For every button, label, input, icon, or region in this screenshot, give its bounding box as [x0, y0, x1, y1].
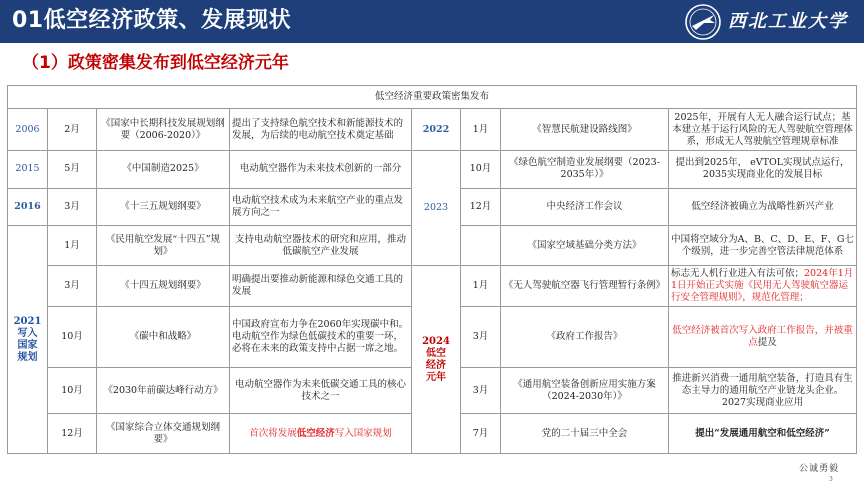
- document-cell: 《国家综合立体交通规划纲要》: [97, 414, 230, 454]
- year-cell: 2022: [412, 109, 461, 151]
- document-cell: 《政府工作报告》: [501, 307, 669, 368]
- document-cell: 《通用航空装备创新应用实施方案（2024-2030年）》: [501, 367, 669, 413]
- document-cell: 《国家空域基础分类方法》: [501, 226, 669, 266]
- description-cell: 提出到2025年， eVTOL实现试点运行，2035实现商业化的发展目标: [669, 150, 857, 188]
- university-name: 西北工业大学: [728, 11, 848, 32]
- document-cell: 《十三五规划纲要》: [97, 188, 230, 226]
- group-year: 2021: [13, 315, 42, 327]
- description-cell: 电动航空器作为未来技术创新的一部分: [230, 150, 412, 188]
- month-cell: 1月: [461, 109, 501, 151]
- description-text: 标志无人机行业进入有法可依；: [671, 268, 805, 280]
- description-highlight: 写入国家规划: [334, 427, 392, 439]
- description-cell: [669, 307, 857, 368]
- description-highlight: 低空经济被首次写入政府工作报告，并被重点: [672, 325, 853, 349]
- university-emblem-icon: [684, 3, 722, 41]
- description-cell: 中国政府宣布力争在2060年实现碳中和。电动航空作为绿色低碳技术的重要一环，必将在未来的政策支持中占据一席之地。: [230, 307, 412, 368]
- description-text: 提出: [695, 427, 715, 439]
- month-cell: 10月: [48, 367, 97, 413]
- page-title: 01低空经济政策、发展现状: [12, 8, 292, 33]
- month-cell: 1月: [461, 266, 501, 307]
- title-bar: [0, 0, 864, 43]
- document-cell: 《十四五规划纲要》: [97, 266, 230, 307]
- document-cell: 《民用航空发展“十四五”规划》: [97, 226, 230, 266]
- year-cell: 2015: [8, 150, 48, 188]
- month-cell: 3月: [48, 188, 97, 226]
- description-cell: [230, 414, 412, 454]
- month-cell: 10月: [48, 307, 97, 368]
- document-cell: 《2030年前碳达峰行动方》: [97, 367, 230, 413]
- month-cell: 1月: [48, 226, 97, 266]
- description-cell: 提出了支持绿色航空技术和新能源技术的发展，为后续的电动航空技术奠定基础: [230, 109, 412, 151]
- table-row: [8, 266, 857, 307]
- page-number: 3: [829, 476, 833, 483]
- description-cell: 电动航空器作为未来低碳交通工具的核心技术之一: [230, 367, 412, 413]
- document-cell: 《国家中长期科技发展规划纲要（2006-2020）》: [97, 109, 230, 151]
- group-year: 2024: [422, 335, 450, 347]
- month-cell: 3月: [48, 266, 97, 307]
- month-cell: [461, 226, 501, 266]
- document-cell: 《无人驾驶航空器飞行管理暂行条例》: [501, 266, 669, 307]
- description-cell: 2025年，开展有人无人融合运行试点；基本建立基于运行风险的无人驾驶航空管理体系，形成无人驾驶航空管理规章标准: [669, 109, 857, 151]
- year-cell: 2006: [8, 109, 48, 151]
- group-label: 写入国家规划: [17, 327, 38, 363]
- document-cell: 《碳中和战略》: [97, 307, 230, 368]
- month-cell: 7月: [461, 414, 501, 454]
- policy-table-container: [7, 85, 856, 454]
- group-label: 低空经济元年: [426, 347, 446, 383]
- document-cell: 《绿色航空制造业发展纲要（2023-2035年）》: [501, 150, 669, 188]
- section-subtitle: （1）政策密集发布到低空经济元年: [22, 53, 289, 73]
- year-cell: 2023: [412, 150, 461, 265]
- month-cell: 10月: [461, 150, 501, 188]
- university-logo: [684, 3, 854, 41]
- table-caption: 低空经济重要政策密集发布: [8, 86, 857, 109]
- description-cell: [669, 266, 857, 307]
- description-highlight: 首次将发展: [249, 427, 297, 439]
- description-cell: 电动航空技术成为未来航空产业的重点发展方向之一: [230, 188, 412, 226]
- description-emphasis: 低空经济: [296, 427, 335, 439]
- table-row: [8, 150, 857, 188]
- description-cell: 低空经济被确立为战略性新兴产业: [669, 188, 857, 226]
- month-cell: 12月: [48, 414, 97, 454]
- document-cell: 党的二十届三中全会: [501, 414, 669, 454]
- policy-table: [7, 85, 857, 454]
- description-cell: 推进新兴消费一通用航空装备，打造具有生态主导力的通用航空产业链龙头企业。2027实现商业应用: [669, 367, 857, 413]
- year-cell: 2016: [8, 188, 48, 226]
- document-cell: 《智慧民航建设路线图》: [501, 109, 669, 151]
- table-caption-row: [8, 86, 857, 109]
- description-highlight: 2024年1月1日开始正式实施《民用无人驾驶航空器运行安全管理规则》，规范化管理；: [671, 268, 854, 304]
- table-row: [8, 109, 857, 151]
- document-cell: 《中国制造2025》: [97, 150, 230, 188]
- description-text: 提及: [757, 337, 777, 349]
- description-emphasis: “发展通用航空和低空经济”: [714, 427, 830, 439]
- year-group-cell: [412, 266, 461, 454]
- month-cell: 2月: [48, 109, 97, 151]
- month-cell: 12月: [461, 188, 501, 226]
- document-cell: 中央经济工作会议: [501, 188, 669, 226]
- footer-motto: 公诚勇毅: [799, 464, 840, 474]
- description-cell: [669, 414, 857, 454]
- month-cell: 3月: [461, 367, 501, 413]
- month-cell: 5月: [48, 150, 97, 188]
- description-cell: 明确提出要推动新能源和绿色交通工具的发展: [230, 266, 412, 307]
- month-cell: 3月: [461, 307, 501, 368]
- year-group-cell: [8, 226, 48, 454]
- description-cell: 支持电动航空器技术的研究和应用，推动低碳航空产业发展: [230, 226, 412, 266]
- description-cell: 中国将空域分为A、B、C、D、E、F、G七个级别，进一步完善空管法律规范体系: [669, 226, 857, 266]
